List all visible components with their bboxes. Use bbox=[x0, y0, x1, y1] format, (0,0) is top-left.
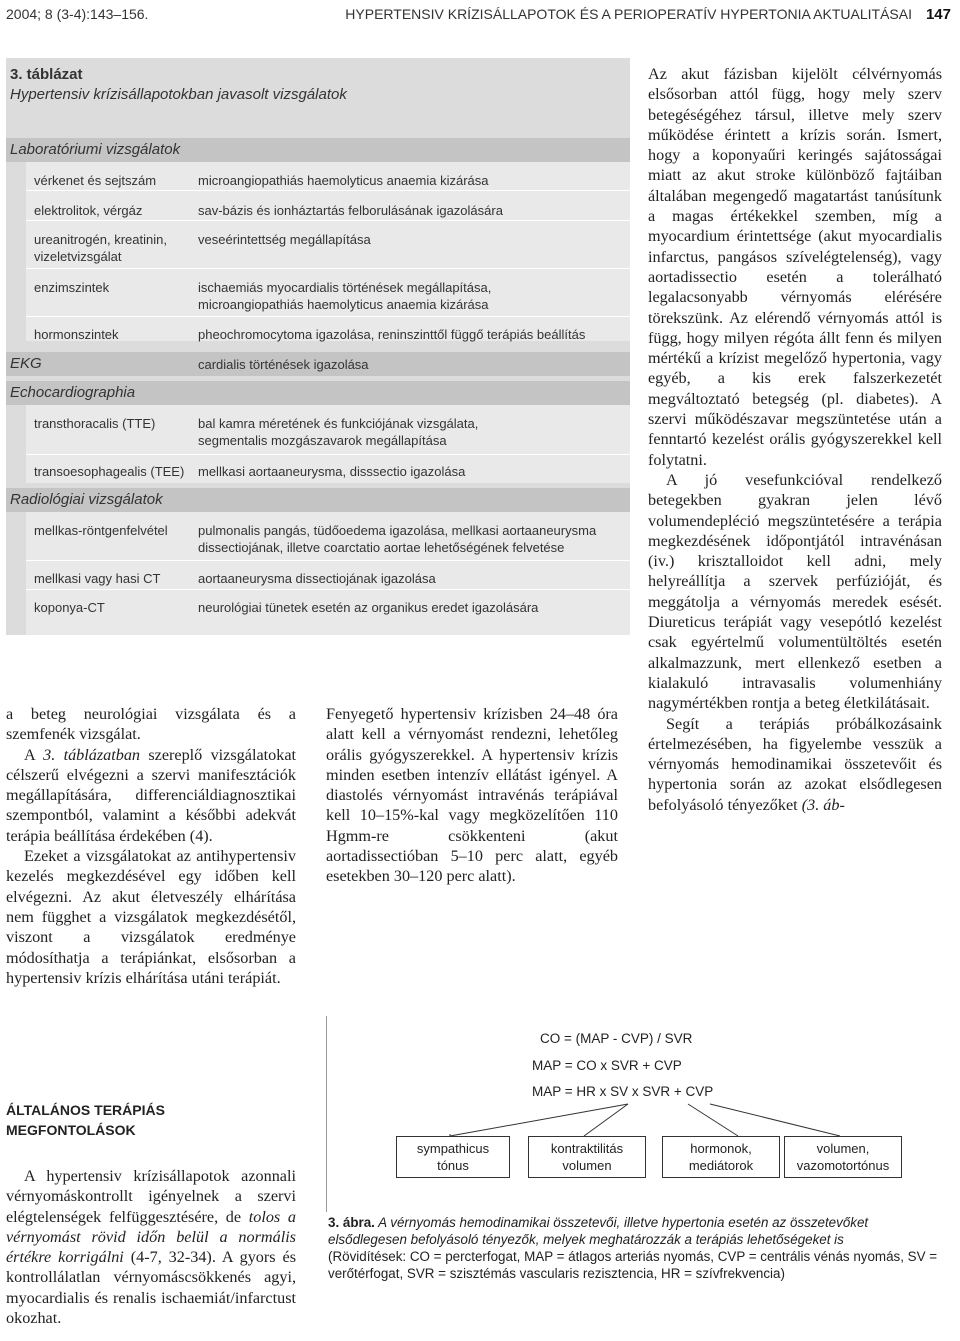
factor-box: volumen, vazomotortónus bbox=[784, 1136, 902, 1178]
factor-box: hormonok, mediátorok bbox=[662, 1136, 780, 1178]
section-header: EKG bbox=[6, 352, 630, 376]
formula-co: CO = (MAP - CVP) / SVR bbox=[540, 1031, 693, 1046]
table-row-purpose: aortaaneurysma dissectiojának igazolása bbox=[198, 571, 436, 586]
factor-box: sympathicus tónus bbox=[396, 1136, 510, 1178]
figure-3-diagram bbox=[326, 1016, 948, 1212]
table-3 bbox=[6, 58, 630, 635]
table-row-purpose: veseérintettség megállapítása bbox=[198, 232, 371, 247]
table-row-test: hormonszintek bbox=[34, 327, 119, 342]
paragraph: Segít a terápiás próbálkozásaink értelmezésében, ha figyelembe vesszük a vérnyomás hemodinamikai összetevőit és hypertonia során az azokat elsődlegesen befolyásoló tényezőket (3. áb- bbox=[648, 714, 942, 814]
paragraph: Ezeket a vizsgálatokat az antihypertensiv kezelés megkezdésével egy időben kell elvégezni. Az akut életveszély elhárítása nem függhet a vizsgálatok megkezdésétől, viszont a vizsgálatok eredménye módosíthatja a terápiánkat, elsősorban a hypertensiv krízis elhárítása utáni terápiát. bbox=[6, 847, 296, 987]
paragraph: A hypertensiv krízisállapotok azonnali vérnyomáskontrollt igényelnek a szervi elégtelenségek felfüggesztésére, de tolos a vérnyomást rövid időn belül a normális értékre korrigálni (4-7, 32-34). A gyors és kontrollálatlan vérnyomáscsökkenés agyi, myocardialis és renalis ischaemiát/infarctust okozhat. bbox=[6, 1167, 296, 1328]
formula-map-1: MAP = CO x SVR + CVP bbox=[532, 1058, 682, 1073]
table-row-purpose: bal kamra méretének és funkciójának vizsgálata, segmentalis mozgászavarok megállapítása bbox=[198, 416, 479, 448]
table-row-purpose: cardialis történések igazolása bbox=[198, 357, 369, 372]
caption-text: A vérnyomás hemodinamikai összetevői, illetve hypertonia esetén az összetevőket elsődlegesen befolyásoló tényezők, melyek meghatározzák a terápiás lehetőségeket is bbox=[328, 1215, 869, 1247]
table-row-purpose: neurológiai tünetek esetén az organikus eredet igazolására bbox=[198, 600, 539, 615]
paragraph: A 3. táblázatban szereplő vizsgálatokat célszerű elvégezni a szervi manifesztációk megállapítására, differenciáldiagnosztikai szempontból, valamint a későbbi adekvát terápia beállítása érdekében (4). bbox=[6, 745, 296, 845]
section-header: Echocardiographia bbox=[6, 381, 630, 405]
body-column-3 bbox=[648, 64, 942, 815]
running-title: HYPERTENSIV KRÍZISÁLLAPOTOK ÉS A PERIOPERATÍV HYPERTONIA AKTUALITÁSAI bbox=[345, 6, 912, 22]
table-row-test: mellkasi vagy hasi CT bbox=[34, 571, 161, 586]
table-row-purpose: microangiopathiás haemolyticus anaemia kizárása bbox=[198, 173, 489, 188]
section-header: Radiológiai vizsgálatok bbox=[6, 488, 630, 512]
table-row-test: transoesophagealis (TEE) bbox=[34, 464, 185, 479]
citation: 2004; 8 (3-4):143–156. bbox=[6, 6, 149, 22]
figure-caption bbox=[328, 1214, 950, 1282]
table-row-test: vérkenet és sejtszám bbox=[34, 173, 157, 188]
body-column-2 bbox=[326, 704, 618, 887]
caption-label: 3. ábra. bbox=[328, 1215, 375, 1230]
section-header: Laboratóriumi vizsgálatok bbox=[6, 138, 630, 162]
factor-box: kontraktilitás volumen bbox=[528, 1136, 646, 1178]
table-row-test: transthoracalis (TTE) bbox=[34, 416, 156, 431]
page-number: 147 bbox=[925, 6, 951, 23]
table-row-purpose: pulmonalis pangás, tüdőoedema igazolása, mellkasi aortaaneurysma dissectiojának, illetve coarctatio aortae lehetőségének felvetése bbox=[198, 523, 597, 555]
table-row-test: enzimszintek bbox=[34, 280, 110, 295]
formula-map-2: MAP = HR x SV x SVR + CVP bbox=[532, 1084, 714, 1099]
table-row-purpose: sav-bázis és ionháztartás felborulásának igazolására bbox=[198, 203, 503, 218]
paragraph: a beteg neurológiai vizsgálata és a szemfenék vizsgálat. bbox=[6, 705, 296, 744]
caption-abbreviations: (Rövidítések: CO = percterfogat, MAP = átlagos arteriás nyomás, CVP = centrális vénás nyomás, SV = verőtérfogat, SVR = szisztémás vascularis rezisztencia, HR = szívfrekvencia) bbox=[328, 1249, 938, 1281]
paragraph: Az akut fázisban kijelölt célvérnyomás elsősorban attól függ, hogy mely szerv betegéségéhez társul, illetve mely szerv működése érintett a krízis során. Ismert, hogy a koponyaűri keringés sajátosságai miatt az akut stroke különböző fajtáiban általában megengedő magatartást tanúsítunk a magas értékekkel szemben, míg a myocardium érintettsége (akut myocardialis infarctus, pangásos szívelégtelenség), vagy aortadissectio esetén a tolerálható legalacsonyabb vérnyomás elérésére törekszünk. Az elérendő vérnyomás attól is függ, hogy milyen régóta állt fenn és milyen mértékű a krízist megelőző hypertonia, vagy egyéb, a kis erek falszerkezetét megváltoztató betegség (pl. diabetes). A szervi működészavar megszüntetése után a fenntartó kezelést orális gyógyszerekkel kell folytatni. bbox=[648, 65, 942, 469]
table-subtitle: Hypertensiv krízisállapotokban javasolt vizsgálatok bbox=[10, 86, 347, 103]
body-column-1-top bbox=[6, 704, 296, 988]
running-header bbox=[6, 6, 951, 28]
paragraph: A jó vesefunkcióval rendelkező betegekben gyakran jelen lévő volumendepléció megszüntetésére a terápia megkezdésének időpontjától intravénásan (iv.) krisztalloidot kell adni, mely helyreállítja a szervek perfúzióját, és meggátolja a vérnyomás meredek esését. Diureticus terápiát vagy vesepótló kezelést csak egyértelmű volumentültöltés esetén alkalmazzunk, mert ellenkező esetben a kialakuló intravasalis volumenhiány nagymértékben rontja a beteg életkilátásait. bbox=[648, 470, 942, 713]
table-row-purpose: mellkasi aortaaneurysma, disssectio igazolása bbox=[198, 464, 466, 479]
table-row-purpose: ischaemiás myocardialis történések megállapítása, microangiopathiás haemolyticus anaemia kizárása bbox=[198, 280, 492, 312]
table-title: 3. táblázat bbox=[10, 66, 83, 83]
table-row-test: mellkas-röntgenfelvétel bbox=[34, 523, 168, 538]
section-heading: ÁLTALÁNOS TERÁPIÁS MEGFONTOLÁSOK bbox=[6, 1102, 165, 1138]
table-row-test: elektrolitok, vérgáz bbox=[34, 203, 143, 218]
paragraph: Fenyegető hypertensiv krízisben 24–48 óra alatt kell a vérnyomást rendezni, lehetőleg orális gyógyszerekkel. A hypertensiv krízis minden esetben intenzív ellátást igényel. A diastolés vérnyomást intravénás terápiával kell 10–15%-kal vagy megközelítően 110 Hgmm-re csökkenteni (akut aortadissectióban 5–10 perc alatt, egyéb esetekben 30–120 perc alatt). bbox=[326, 705, 618, 886]
body-column-1-bottom bbox=[6, 1166, 296, 1328]
table-row-test: koponya-CT bbox=[34, 600, 105, 615]
table-row-test: ureanitrogén, kreatinin, vizeletvizsgálat bbox=[34, 232, 167, 264]
table-row-purpose: pheochromocytoma igazolása, reninszinttől függő terápiás beállítás bbox=[198, 327, 586, 342]
